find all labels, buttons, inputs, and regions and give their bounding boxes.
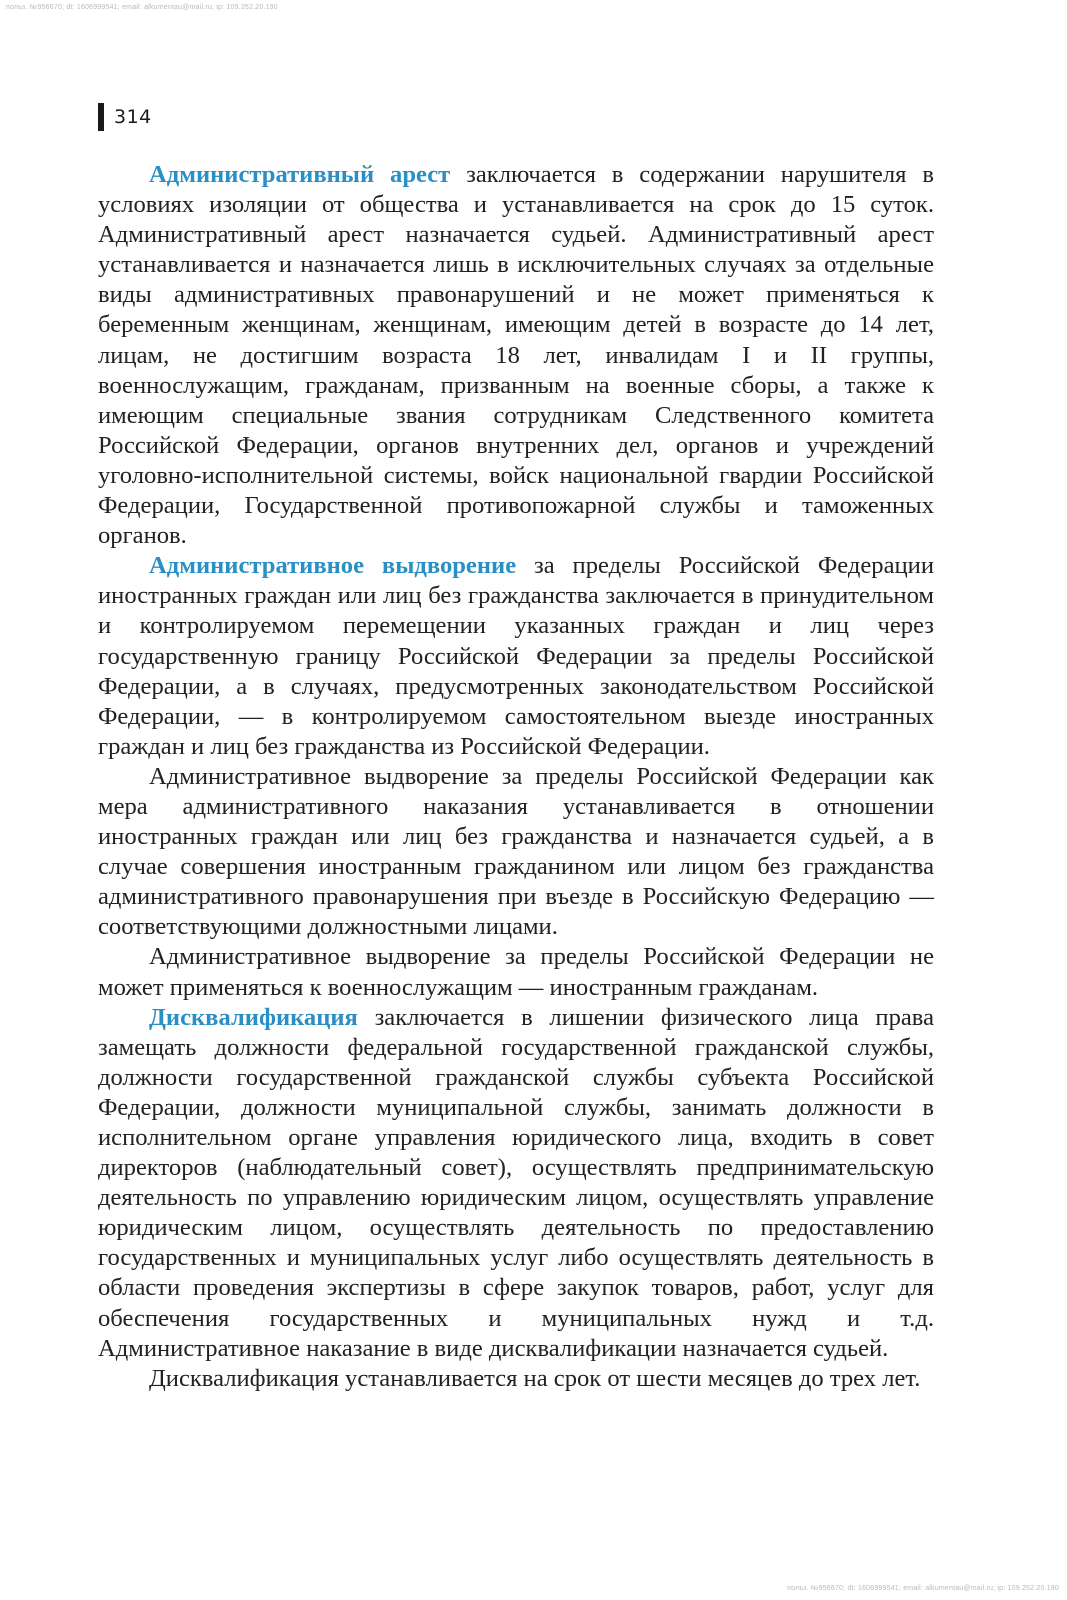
page-number: 314	[114, 106, 152, 128]
paragraph-text: Дисквалификация устанавливается на срок от шести месяцев до трех лет.	[149, 1364, 921, 1392]
paragraph-text: Административное выдворение за пределы Российской Федерации не может применяться к военнослужащим — иностранным гражданам.	[98, 943, 934, 1001]
term-administrative-arrest: Административный арест	[149, 161, 451, 188]
page-header	[98, 103, 152, 131]
paragraph-text: заключается в лишении физического лица права замещать должности федеральной государственной гражданской службы, должности государственной гражданской службы субъекта Российской Федерации, должности муниципальной службы, занимать должности в исполнительном органе управления юридического лица, входить в совет директоров (наблюдательный совет), осуществлять предпринимательскую деятельность по управлению юридическим лицом, осуществлять управление юридическим лицом, осуществлять деятельность по предоставлению государственных и муниципальных услуг либо осуществлять деятельность в области проведения экспертизы в сфере закупок товаров, работ, услуг для обеспечения государственных и муниципальных нужд и т.д. Административное наказание в виде дисквалификации назначается судьей.	[98, 1003, 934, 1362]
paragraph-expulsion-measure	[98, 762, 934, 943]
paragraph-text: за пределы Российской Федерации иностранных граждан или лиц без гражданства заключается в принудительном и контролируемом перемещении указанных граждан и лиц через государственную границу Российской Федерации за пределы Российской Федерации, а в случаях, предусмотренных законодательством Российской Федерации, — в контролируемом самостоятельном выезде иностранных граждан и лиц без гражданства из Российской Федерации.	[98, 552, 934, 760]
term-administrative-expulsion: Административное выдворение	[149, 552, 517, 580]
paragraph-expulsion-military	[98, 942, 934, 1002]
term-disqualification: Дисквалификация	[149, 1003, 358, 1031]
paragraph-administrative-arrest	[98, 160, 934, 551]
paragraph-disqualification-term	[98, 1364, 934, 1394]
watermark-bottom: польз. №956670; dt: 1606999541; email: alkumentau@mail.ru; ip: 109.252.20.190	[787, 1585, 1059, 1592]
page-number-bar	[98, 103, 104, 131]
paragraph-text: заключается в содержании нарушителя в условиях изоляции от общества и устанавливается на срок до 15 суток. Административный арест назначается судьей. Административный арест устанавливается и назначается лишь в исключительных случаях за отдельные виды административных правонарушений и не может применяться к беременным женщинам, женщинам, имеющим детей в возрасте до 14 лет, лицам, не достигшим возраста 18 лет, инвалидам I и II группы, военнослужащим, гражданам, призванным на военные сборы, а также к имеющим специальные звания сотрудникам Следственного комитета Российской Федерации, органов внутренних дел, органов и учреждений уголовно-исполнительной системы, войск национальной гвардии Российской Федерации, Государственной противопожарной службы и таможенных органов.	[98, 161, 934, 550]
paragraph-administrative-expulsion	[98, 551, 934, 762]
paragraph-disqualification	[98, 1003, 934, 1364]
body-text	[98, 160, 934, 1394]
paragraph-text: Административное выдворение за пределы Российской Федерации как мера административного наказания устанавливается в отношении иностранных граждан или лиц без гражданства и назначается судьей, а в случае совершения иностранным гражданином или лицом без гражданства административного правонарушения при въезде в Российскую Федерацию — соответствующими должностными лицами.	[98, 762, 934, 941]
watermark-top: польз. №956670; dt: 1606999541; email: alkumentau@mail.ru; ip: 109.252.20.190	[6, 4, 278, 11]
